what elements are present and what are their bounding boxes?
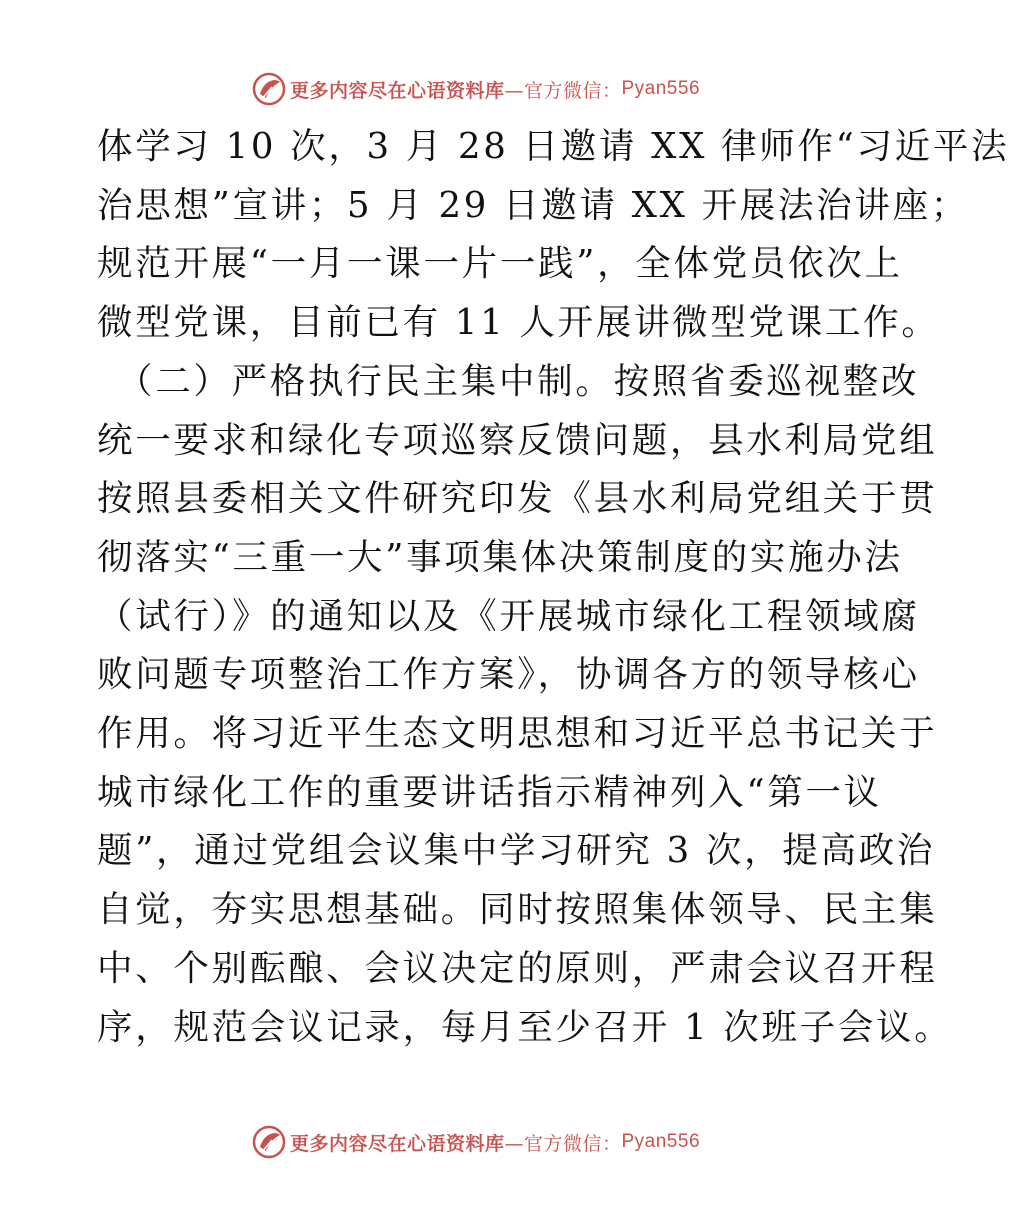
text-line: 序，规范会议记录，每月至少召开 1 次班子会议。 bbox=[97, 1006, 953, 1048]
document-body bbox=[97, 118, 1009, 1057]
watermark-handle: Pyan556 bbox=[621, 78, 701, 99]
text-line: 城市绿化工作的重要讲话指示精神列入“第一议 bbox=[97, 771, 882, 813]
header-watermark bbox=[0, 70, 950, 108]
text-line: 彻落实“三重一大”事项集体决策制度的实施办法 bbox=[97, 536, 903, 578]
text-line: 题”，通过党组会议集中学习研究 3 次，提高政治 bbox=[97, 830, 936, 872]
text-line: 治思想”宣讲；5 月 29 日邀请 XX 开展法治讲座； bbox=[97, 184, 969, 226]
footer-watermark bbox=[0, 1123, 950, 1161]
watermark-separator: —官方微信： bbox=[504, 79, 622, 102]
text-line: 统一要求和绿化专项巡察反馈问题，县水利局党组 bbox=[97, 419, 938, 461]
text-line: 自觉，夯实思想基础。同时按照集体领导、民主集 bbox=[97, 889, 938, 931]
text-line: （二）严格执行民主集中制。按照省委巡视整改 bbox=[117, 360, 920, 402]
watermark-handle: Pyan556 bbox=[621, 1131, 701, 1152]
text-line: （试行）》的通知以及《开展城市绿化工程领域腐 bbox=[97, 595, 920, 637]
text-line: 作用。将习近平生态文明思想和习近平总书记关于 bbox=[97, 713, 938, 755]
watermark-brand: 更多内容尽在心语资料库 bbox=[289, 1132, 505, 1155]
text-line: 按照县委相关文件研究印发《县水利局党组关于贯 bbox=[97, 478, 938, 520]
text-line: 败问题专项整治工作方案》，协调各方的领导核心 bbox=[97, 654, 920, 696]
text-line: 规范开展“一月一课一片一践”，全体党员依次上 bbox=[97, 243, 903, 285]
text-line: 中、个别酝酿、会议决定的原则，严肃会议召开程 bbox=[97, 947, 938, 989]
leaf-seal-icon bbox=[250, 70, 288, 108]
watermark-separator: —官方微信： bbox=[504, 1132, 622, 1155]
text-line: 体学习 10 次，3 月 28 日邀请 XX 律师作“习近平法 bbox=[97, 126, 1009, 167]
paragraph-2 bbox=[97, 353, 953, 1057]
text-line: 微型党课，目前已有 11 人开展讲微型党课工作。 bbox=[97, 302, 940, 344]
watermark-brand: 更多内容尽在心语资料库 bbox=[289, 79, 505, 102]
leaf-seal-icon bbox=[250, 1123, 288, 1161]
paragraph-1 bbox=[97, 118, 1009, 353]
